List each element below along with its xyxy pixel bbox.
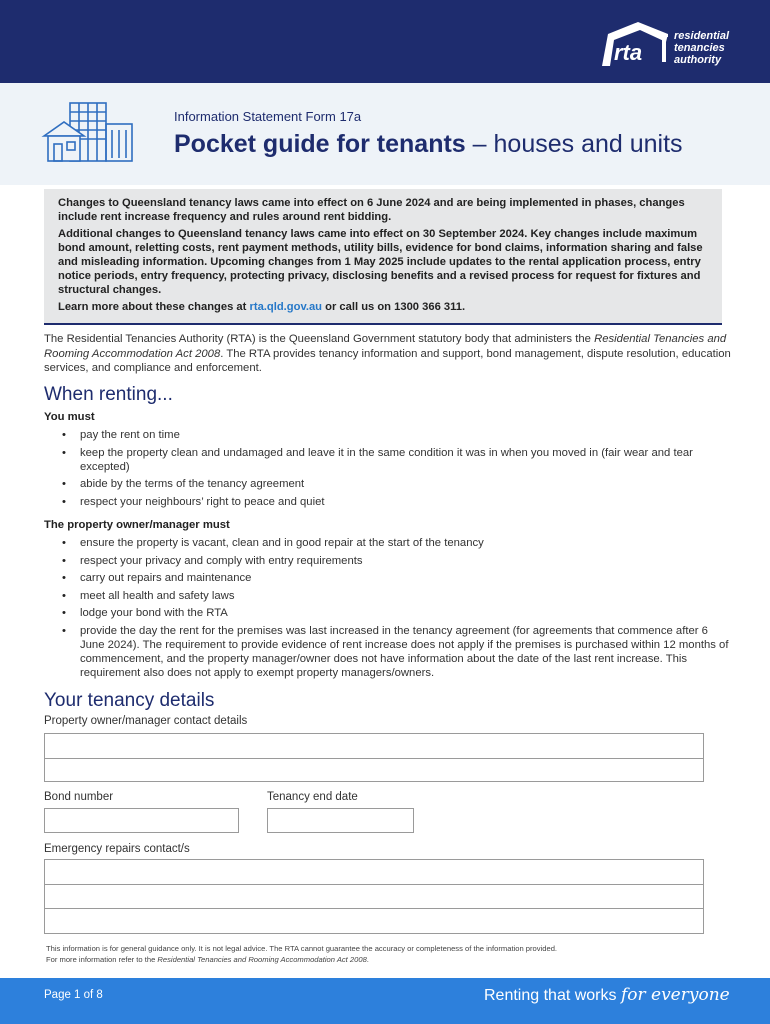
notice-paragraph: Changes to Queensland tenancy laws came into effect on 6 June 2024 and are being implemented in phases, changes include rent increase frequency and rules around rent bidding. bbox=[58, 197, 685, 223]
intro-text: The Residential Tenancies Authority (RTA) is the Queensland Government statutory body that administers the bbox=[44, 333, 595, 345]
list-item: • abide by the terms of the tenancy agreement bbox=[44, 477, 734, 491]
title-rest: – houses and units bbox=[465, 130, 683, 158]
notice-paragraph: Additional changes to Queensland tenancy laws came into effect on 30 September 2024. Key changes include maximum bond amount, reletting costs, rent payment methods, utility bills, evidence for bond claims, information sharing and false and misleading information. Upcoming changes from 1 May 2025 include updates to the rental application process, entry notice periods, entry frequency, protecting privacy, disclosing benefits and a revised process for request for fixtures and structural changes. bbox=[58, 228, 703, 296]
contact-details-field-1[interactable] bbox=[44, 733, 704, 759]
disclaimer-text: For more information refer to the bbox=[46, 955, 158, 964]
notice-text: Learn more about these changes at bbox=[58, 301, 250, 313]
list-item: • ensure the property is vacant, clean and in good repair at the start of the tenancy bbox=[44, 536, 734, 550]
list-item: • respect your privacy and comply with entry requirements bbox=[44, 554, 734, 568]
intro-paragraph bbox=[44, 332, 734, 376]
intro-text: . The RTA provides tenancy information and support, bond management, dispute resolution, education services, and compliance and enforcement. bbox=[44, 347, 731, 374]
changes-notice bbox=[44, 189, 722, 325]
page-number: Page 1 of 8 bbox=[44, 989, 103, 1001]
house-buildings-icon bbox=[40, 100, 136, 166]
you-must-list bbox=[44, 428, 734, 512]
list-item: • meet all health and safety laws bbox=[44, 589, 734, 603]
you-must-label: You must bbox=[44, 411, 95, 423]
tenancy-end-date-field[interactable] bbox=[267, 808, 414, 833]
brand-line: residential bbox=[674, 30, 730, 42]
section-heading-details: Your tenancy details bbox=[44, 690, 215, 711]
list-item: • respect your neighbours’ right to peace and quiet bbox=[44, 495, 734, 509]
tagline bbox=[484, 985, 730, 1005]
list-item: • carry out repairs and maintenance bbox=[44, 571, 734, 585]
act-name: Residential Tenancies and Rooming Accommodation Act 2008 bbox=[44, 333, 727, 360]
contact-details-label: Property owner/manager contact details bbox=[44, 715, 248, 727]
logo-text: rta bbox=[614, 40, 643, 65]
tagline-plain: Renting that works bbox=[484, 987, 621, 1004]
brand-line: tenancies bbox=[674, 42, 725, 54]
tagline-script: for everyone bbox=[620, 985, 730, 1005]
bond-number-label: Bond number bbox=[44, 791, 114, 803]
rta-website-link[interactable]: rta.qld.gov.au bbox=[249, 301, 323, 313]
list-item: • keep the property clean and undamaged and leave it in the same condition it was in when you moved in (fair wear and tear excepted) bbox=[44, 446, 734, 474]
owner-must-label: The property owner/manager must bbox=[44, 519, 230, 531]
list-item: • lodge your bond with the RTA bbox=[44, 606, 734, 620]
form-label: Information Statement Form 17a bbox=[174, 109, 362, 124]
notice-learn-more bbox=[58, 300, 708, 314]
disclaimer-text: . bbox=[366, 955, 369, 964]
emergency-contact-field-3[interactable] bbox=[44, 908, 704, 934]
notice-text: or call us on 1300 366 311. bbox=[322, 301, 466, 313]
disclaimer-line: This information is for general guidance only. It is not legal advice. The RTA cannot guarantee the accuracy or completeness of the information provided. bbox=[46, 944, 558, 953]
brand-name bbox=[674, 30, 729, 66]
emergency-contact-field-1[interactable] bbox=[44, 859, 704, 885]
list-item: • provide the day the rent for the premises was last increased in the tenancy agreement (for agreements that commence after 6 June 2024). The requirement to provide evidence of rent increase does not apply if the premises is purchased within 12 months of commencement, and the property manager/owner does not have information about the date of the last rent increase. This requirement also does not apply to exempt property managers/owners. bbox=[44, 624, 734, 680]
title-bold: Pocket guide for tenants bbox=[174, 130, 466, 158]
list-item: • pay the rent on time bbox=[44, 428, 734, 442]
disclaimer-act: Residential Tenancies and Rooming Accommodation Act 2008 bbox=[157, 955, 367, 964]
bond-number-field[interactable] bbox=[44, 808, 239, 833]
disclaimer bbox=[46, 943, 557, 965]
tenancy-end-date-label: Tenancy end date bbox=[267, 791, 358, 803]
owner-must-list bbox=[44, 536, 734, 683]
page-title bbox=[174, 130, 683, 159]
brand-line: authority bbox=[674, 54, 722, 66]
emergency-contact-label: Emergency repairs contact/s bbox=[44, 843, 190, 855]
disclaimer-line bbox=[46, 954, 557, 965]
section-heading-renting: When renting... bbox=[44, 384, 173, 405]
emergency-contact-field-2[interactable] bbox=[44, 884, 704, 909]
contact-details-field-2[interactable] bbox=[44, 758, 704, 782]
